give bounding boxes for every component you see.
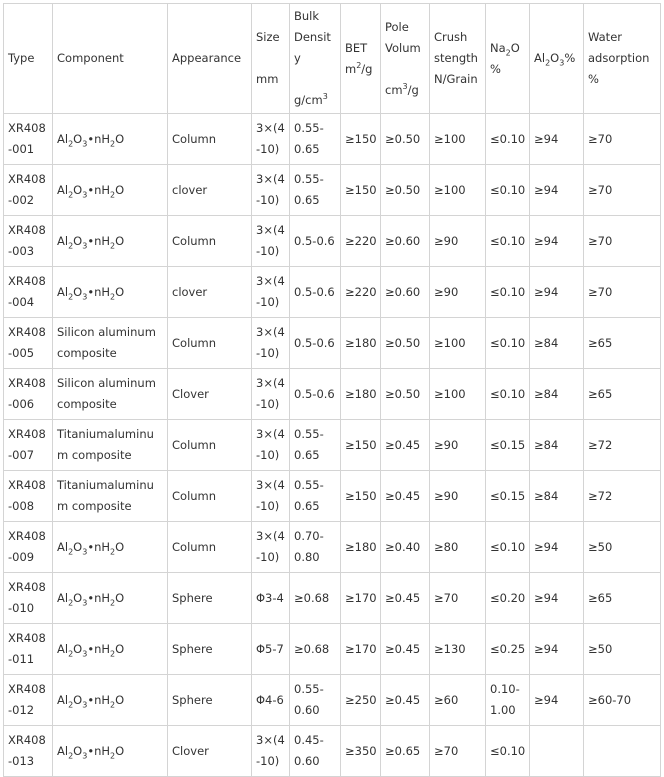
cell-size: 3×(4-10) (252, 318, 290, 369)
cell-bet: ≥170 (341, 573, 381, 624)
cell-bulk: 0.5-0.6 (290, 369, 341, 420)
table-row (4, 216, 661, 267)
cell-size: 3×(4-10) (252, 216, 290, 267)
cell-al2o3 (530, 726, 584, 777)
formula-al2o3-nh2o: $Al_2O_3•nH_2O$ (57, 182, 125, 199)
cell-al2o3: ≥84 (530, 471, 584, 522)
cell-bet: ≥350 (341, 726, 381, 777)
cell-crush: ≥80 (430, 522, 486, 573)
cell-bulk: 0.55-0.65 (290, 165, 341, 216)
table-row (4, 675, 661, 726)
cell-crush: ≥90 (430, 471, 486, 522)
cell-appearance: clover (168, 165, 252, 216)
cell-pole: ≥0.45 (381, 624, 430, 675)
cell-size: 3×(4-10) (252, 369, 290, 420)
cell-water: ≥50 (584, 522, 661, 573)
cell-crush: ≥100 (430, 369, 486, 420)
cell-bet: ≥150 (341, 471, 381, 522)
cell-pole: ≥0.40 (381, 522, 430, 573)
cell-bulk: 0.55-0.65 (290, 420, 341, 471)
cell-water: ≥70 (584, 216, 661, 267)
cell-bulk: ≥0.68 (290, 573, 341, 624)
cell-bulk: 0.5-0.6 (290, 318, 341, 369)
cell-al2o3: ≥84 (530, 369, 584, 420)
cell-appearance: Column (168, 420, 252, 471)
cell-appearance: Column (168, 216, 252, 267)
cell-water: ≥70 (584, 114, 661, 165)
cell-crush: ≥90 (430, 267, 486, 318)
cell-appearance: Sphere (168, 675, 252, 726)
cell-component (53, 675, 168, 726)
cell-component (53, 624, 168, 675)
cell-water: ≥60-70 (584, 675, 661, 726)
cell-pole: ≥0.60 (381, 216, 430, 267)
cell-al2o3: ≥94 (530, 267, 584, 318)
col-bulk-density: Bulk Density $g/cm^3$ (290, 4, 341, 114)
cell-bulk: 0.45-0.60 (290, 726, 341, 777)
cell-crush: ≥100 (430, 114, 486, 165)
cell-na2o: ≤0.10 (486, 369, 530, 420)
col-water-adsorption: Water adsorption % (584, 4, 661, 114)
cell-bet: ≥180 (341, 369, 381, 420)
cell-pole: ≥0.65 (381, 726, 430, 777)
cell-type: XR408-013 (4, 726, 53, 777)
cell-crush: ≥100 (430, 165, 486, 216)
cell-type: XR408-010 (4, 573, 53, 624)
cell-pole: ≥0.45 (381, 573, 430, 624)
cell-type: XR408-012 (4, 675, 53, 726)
cell-na2o: ≤0.10 (486, 318, 530, 369)
cell-size: 3×(4-10) (252, 165, 290, 216)
table-row (4, 318, 661, 369)
cell-appearance: Clover (168, 369, 252, 420)
cell-pole: ≥0.45 (381, 471, 430, 522)
cell-na2o: ≤0.10 (486, 726, 530, 777)
table-row (4, 522, 661, 573)
cell-pole: ≥0.45 (381, 420, 430, 471)
formula-al2o3-nh2o: $Al_2O_3•nH_2O$ (57, 131, 125, 148)
cell-component (53, 165, 168, 216)
cell-na2o: 0.10-1.00 (486, 675, 530, 726)
table-row (4, 420, 661, 471)
cell-na2o: ≤0.10 (486, 522, 530, 573)
cell-type: XR408-004 (4, 267, 53, 318)
cell-al2o3: ≥94 (530, 216, 584, 267)
cell-pole: ≥0.50 (381, 114, 430, 165)
table-row (4, 573, 661, 624)
cell-bet: ≥220 (341, 267, 381, 318)
col-na2o: $Na_2O$ % (486, 4, 530, 114)
table-row (4, 471, 661, 522)
cell-size: 3×(4-10) (252, 267, 290, 318)
cell-appearance: Clover (168, 726, 252, 777)
formula-al2o3-nh2o: $Al_2O_3•nH_2O$ (57, 590, 125, 607)
cell-appearance: Column (168, 114, 252, 165)
cell-size: 3×(4-10) (252, 471, 290, 522)
cell-al2o3: ≥94 (530, 624, 584, 675)
col-component: Component (53, 4, 168, 114)
cell-na2o: ≤0.25 (486, 624, 530, 675)
cell-water: ≥65 (584, 369, 661, 420)
col-type: Type (4, 4, 53, 114)
cell-na2o: ≤0.10 (486, 114, 530, 165)
cell-water: ≥72 (584, 420, 661, 471)
cell-al2o3: ≥94 (530, 675, 584, 726)
cell-pole: ≥0.50 (381, 318, 430, 369)
cell-type: XR408-007 (4, 420, 53, 471)
col-bet: BET $m^2/g$ (341, 4, 381, 114)
cell-crush: ≥60 (430, 675, 486, 726)
cell-bet: ≥170 (341, 624, 381, 675)
table-row (4, 726, 661, 777)
cell-type: XR408-008 (4, 471, 53, 522)
table-row (4, 114, 661, 165)
formula-al2o3-nh2o: $Al_2O_3•nH_2O$ (57, 692, 125, 709)
cell-pole: ≥0.45 (381, 675, 430, 726)
cell-appearance: Column (168, 318, 252, 369)
table-row (4, 165, 661, 216)
cell-component: Titaniumaluminum composite (53, 420, 168, 471)
cell-size: Φ3-4 (252, 573, 290, 624)
cell-crush: ≥70 (430, 726, 486, 777)
cell-pole: ≥0.60 (381, 267, 430, 318)
cell-component (53, 216, 168, 267)
cell-water: ≥65 (584, 573, 661, 624)
table-row (4, 624, 661, 675)
formula-al2o3-nh2o: $Al_2O_3•nH_2O$ (57, 641, 125, 658)
cell-bet: ≥150 (341, 165, 381, 216)
cell-type: XR408-005 (4, 318, 53, 369)
cell-bulk: 0.55-0.65 (290, 114, 341, 165)
cell-al2o3: ≥94 (530, 573, 584, 624)
cell-appearance: Sphere (168, 624, 252, 675)
cell-component (53, 267, 168, 318)
cell-bulk: 0.5-0.6 (290, 216, 341, 267)
cell-bulk: 0.5-0.6 (290, 267, 341, 318)
cell-al2o3: ≥84 (530, 318, 584, 369)
cell-component: Silicon aluminum composite (53, 369, 168, 420)
cell-na2o: ≤0.15 (486, 420, 530, 471)
cell-appearance: Sphere (168, 573, 252, 624)
cell-component: Titaniumaluminum composite (53, 471, 168, 522)
cell-na2o: ≤0.15 (486, 471, 530, 522)
cell-al2o3: ≥94 (530, 165, 584, 216)
cell-al2o3: ≥94 (530, 114, 584, 165)
cell-appearance: clover (168, 267, 252, 318)
cell-type: XR408-003 (4, 216, 53, 267)
cell-crush: ≥70 (430, 573, 486, 624)
cell-water: ≥50 (584, 624, 661, 675)
cell-water: ≥70 (584, 165, 661, 216)
cell-appearance: Column (168, 471, 252, 522)
cell-appearance: Column (168, 522, 252, 573)
col-pole-volume: Pole Volum $cm^3/g$ (381, 4, 430, 114)
cell-bulk: 0.55-0.65 (290, 471, 341, 522)
table-row (4, 369, 661, 420)
table-body (4, 114, 661, 777)
cell-water: ≥72 (584, 471, 661, 522)
cell-size: 3×(4-10) (252, 420, 290, 471)
cell-pole: ≥0.50 (381, 369, 430, 420)
cell-size: Φ4-6 (252, 675, 290, 726)
cell-size: 3×(4-10) (252, 522, 290, 573)
cell-al2o3: ≥94 (530, 522, 584, 573)
col-appearance: Appearance (168, 4, 252, 114)
cell-type: XR408-001 (4, 114, 53, 165)
cell-na2o: ≤0.10 (486, 216, 530, 267)
cell-size: 3×(4-10) (252, 726, 290, 777)
cell-crush: ≥130 (430, 624, 486, 675)
cell-bet: ≥220 (341, 216, 381, 267)
cell-crush: ≥90 (430, 216, 486, 267)
formula-al2o3-nh2o: $Al_2O_3•nH_2O$ (57, 743, 125, 760)
cell-bet: ≥150 (341, 114, 381, 165)
cell-water: ≥70 (584, 267, 661, 318)
cell-type: XR408-006 (4, 369, 53, 420)
formula-al2o3-nh2o: $Al_2O_3•nH_2O$ (57, 284, 125, 301)
cell-water: ≥65 (584, 318, 661, 369)
cell-bulk: 0.70-0.80 (290, 522, 341, 573)
formula-al2o3-nh2o: $Al_2O_3•nH_2O$ (57, 233, 125, 250)
cell-component (53, 573, 168, 624)
cell-bet: ≥150 (341, 420, 381, 471)
cell-component (53, 114, 168, 165)
cell-al2o3: ≥84 (530, 420, 584, 471)
cell-na2o: ≤0.10 (486, 165, 530, 216)
col-size: Size mm (252, 4, 290, 114)
cell-component: Silicon aluminum composite (53, 318, 168, 369)
cell-na2o: ≤0.10 (486, 267, 530, 318)
formula-al2o3-nh2o: $Al_2O_3•nH_2O$ (57, 539, 125, 556)
cell-type: XR408-002 (4, 165, 53, 216)
col-al2o3: $Al_2O_3\%$ (530, 4, 584, 114)
cell-type: XR408-011 (4, 624, 53, 675)
spec-table (3, 3, 661, 777)
cell-bet: ≥250 (341, 675, 381, 726)
cell-component (53, 726, 168, 777)
cell-pole: ≥0.50 (381, 165, 430, 216)
cell-bulk: 0.55-0.60 (290, 675, 341, 726)
cell-na2o: ≤0.20 (486, 573, 530, 624)
cell-crush: ≥100 (430, 318, 486, 369)
col-crush-strength: Crush stength N/Grain (430, 4, 486, 114)
cell-bet: ≥180 (341, 318, 381, 369)
cell-type: XR408-009 (4, 522, 53, 573)
table-row (4, 267, 661, 318)
cell-size: Φ5-7 (252, 624, 290, 675)
cell-crush: ≥90 (430, 420, 486, 471)
cell-water (584, 726, 661, 777)
cell-component (53, 522, 168, 573)
cell-bet: ≥180 (341, 522, 381, 573)
cell-bulk: ≥0.68 (290, 624, 341, 675)
cell-size: 3×(4-10) (252, 114, 290, 165)
header-row (4, 4, 661, 114)
